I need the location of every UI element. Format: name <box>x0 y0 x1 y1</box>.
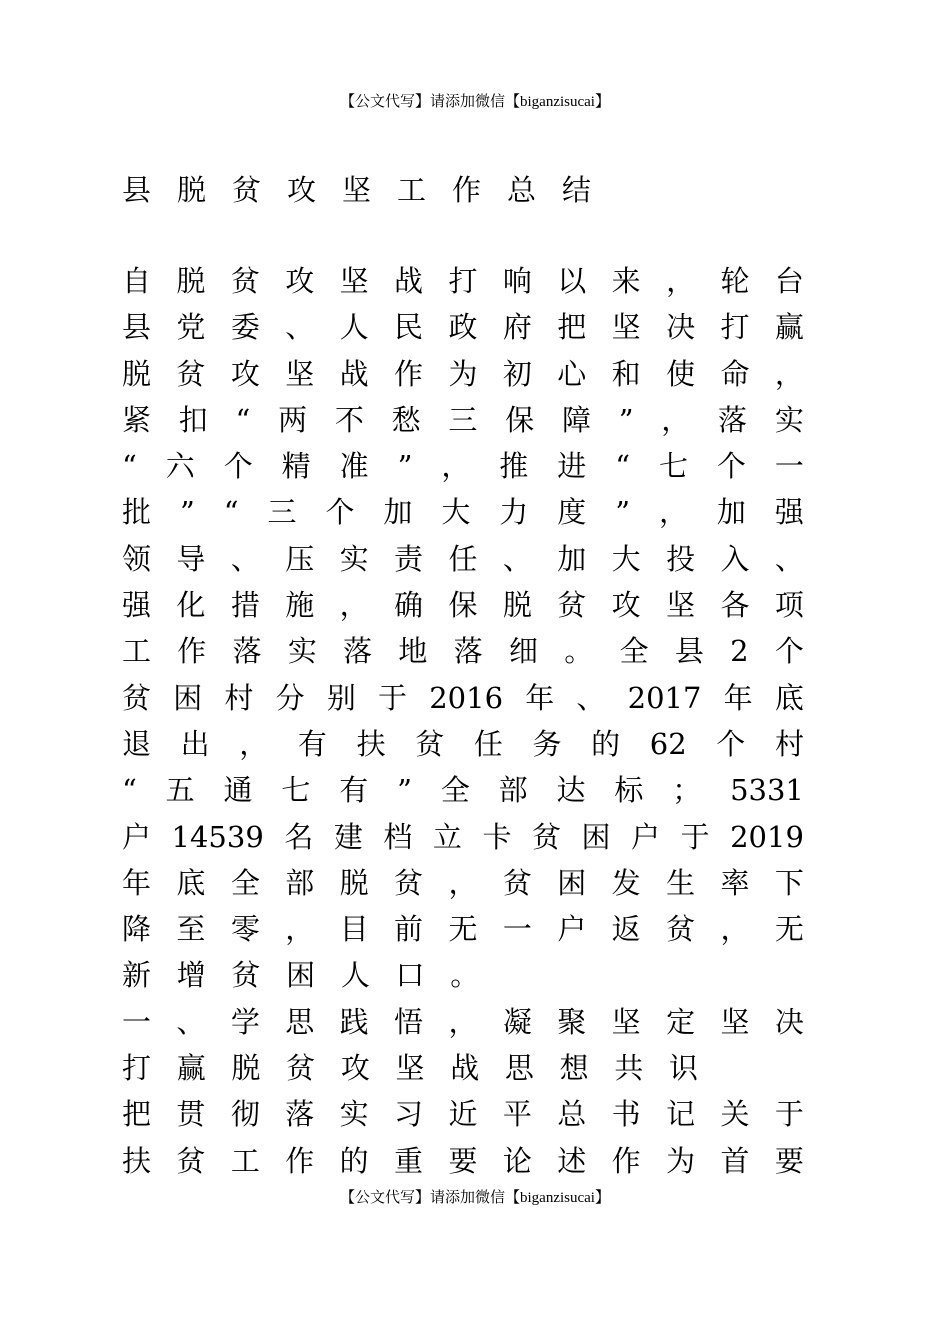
page-header: 【公文代写】请添加微信【biganzisucai】 <box>340 94 610 110</box>
page-footer: 【公文代写】请添加微信【biganzisucai】 <box>340 1190 610 1206</box>
body-line: 贫 困 村 分 别 于 2016 年 、 2017 年 底 <box>122 680 804 715</box>
body-line: 强 化 措 施 ， 确 保 脱 贫 攻 坚 各 项 <box>122 588 804 623</box>
body-line: 领 导 、 压 实 责 任 、 加 大 投 入 、 <box>122 541 804 576</box>
body-line: 工 作 落 实 落 地 落 细 。 全 县 2 个 <box>122 634 804 669</box>
body-line: 自 脱 贫 攻 坚 战 打 响 以 来 ， 轮 台 <box>122 264 804 298</box>
body-line: “ 六 个 精 准 ” ， 推 进 “ 七 个 一 <box>122 449 804 484</box>
body-line: 紧 扣 “ 两 不 愁 三 保 障 ” ， 落 实 <box>122 402 804 437</box>
body-line: 打 赢 脱 贫 攻 坚 战 思 想 共 识 <box>122 1051 699 1086</box>
body-line: 扶 贫 工 作 的 重 要 论 述 作 为 首 要 <box>122 1143 804 1178</box>
body-line: 新 增 贫 困 人 口 。 <box>122 958 480 993</box>
body-line: 年 底 全 部 脱 贫 ， 贫 困 发 生 率 下 <box>122 865 804 900</box>
document-title: 县脱贫攻坚工作总结 <box>122 173 618 207</box>
body-line: 户 14539 名 建 档 立 卡 贫 困 户 于 2019 <box>122 819 804 854</box>
body-line: 退 出 ， 有 扶 贫 任 务 的 62 个 村 <box>122 726 804 761</box>
body-line: 批 ” “ 三 个 加 大 力 度 ” ， 加 强 <box>122 495 804 530</box>
body-line: 县 党 委 、 人 民 政 府 把 坚 决 打 赢 <box>122 310 804 345</box>
body-line: 把 贯 彻 落 实 习 近 平 总 书 记 关 于 <box>122 1097 804 1132</box>
document-body <box>122 258 804 1184</box>
body-line: 脱 贫 攻 坚 战 作 为 初 心 和 使 命 ， <box>122 356 804 391</box>
body-line: 一 、 学 思 践 悟 ， 凝 聚 坚 定 坚 决 <box>122 1004 804 1039</box>
body-line: 降 至 零 ， 目 前 无 一 户 返 贫 ， 无 <box>122 912 804 947</box>
body-line: “ 五 通 七 有 ” 全 部 达 标 ； 5331 <box>122 773 804 808</box>
